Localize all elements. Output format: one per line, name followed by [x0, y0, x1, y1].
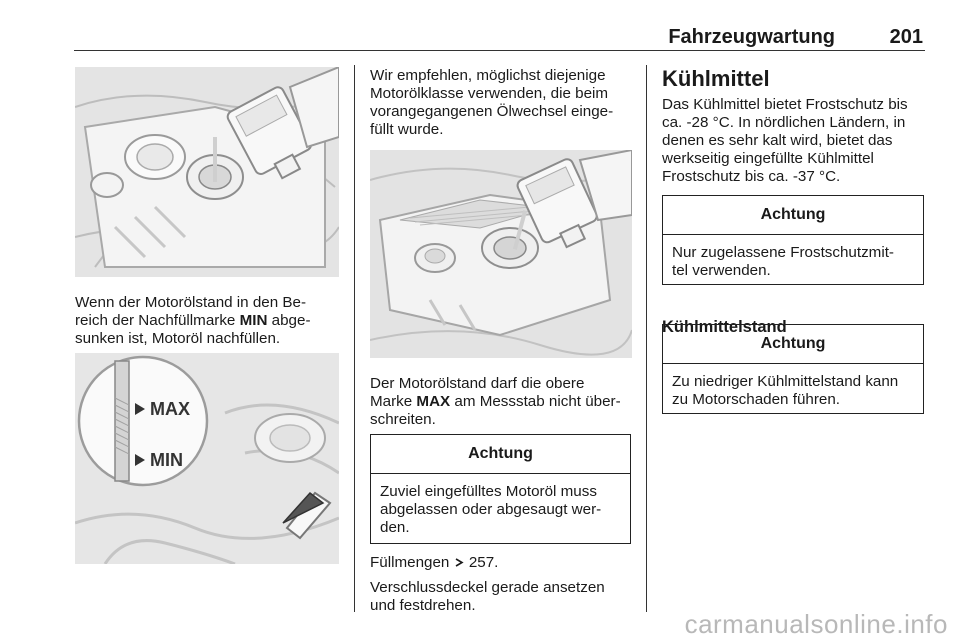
text-line: Das Kühlmittel bietet Frostschutz bis — [662, 96, 908, 113]
text-line: vorangegangenen Ölwechsel einge- — [370, 103, 614, 120]
text-line: Zu niedriger Kühlmittelstand kann — [672, 373, 899, 390]
oil-class-paragraph — [370, 67, 640, 139]
engine-oil-fill-drawing-2 — [370, 150, 632, 358]
text-line: Wir empfehlen, möglichst diejenige — [370, 67, 606, 84]
text-line: den. — [380, 519, 410, 536]
page-reference-link[interactable]: 257. — [464, 554, 499, 571]
text-line: zu Motorschaden führen. — [672, 391, 841, 408]
watermark-text: carmanualsonline.info — [684, 609, 948, 639]
fill-quantity-paragraph — [370, 554, 640, 572]
cap-instruction-paragraph — [370, 579, 640, 615]
text-line: ca. -28 °C. In nördlichen Ländern, in — [662, 114, 906, 131]
text-line: abge- — [267, 312, 311, 329]
dipstick-drawing — [75, 353, 339, 564]
text-line: werkseitig eingefüllte Kühlmittel — [662, 150, 874, 167]
text-line: füllt wurde. — [370, 121, 444, 138]
text-line: Zuviel eingefülltes Motoröl muss — [380, 483, 597, 500]
antifreeze-warning-box — [662, 195, 924, 285]
text-line: reich der Nachfüllmarke — [75, 312, 240, 329]
text-line: abgelassen oder abgesaugt wer- — [380, 501, 602, 518]
dipstick-max-label: MAX — [150, 399, 190, 419]
coolant-heading: Kühlmittel — [662, 66, 770, 91]
page-header — [74, 20, 925, 51]
text-line: Nur zugelassene Frostschutzmit- — [672, 244, 894, 261]
text-line: Wenn der Motorölstand in den Be- — [75, 294, 307, 311]
reference-arrow-icon — [454, 557, 465, 568]
text-line: am Messstab nicht über- — [450, 393, 621, 410]
engine-oil-fill-illustration-2 — [370, 150, 632, 358]
min-mark-label: MIN — [239, 312, 268, 329]
max-level-paragraph — [370, 375, 640, 429]
page-number: 201 — [889, 26, 923, 48]
low-coolant-warning-box — [662, 324, 924, 414]
text-line: denen es sehr kalt wird, bietet das — [662, 132, 893, 149]
coolant-intro-paragraph — [662, 96, 932, 186]
text-line: Marke — [370, 393, 417, 410]
warning-text — [663, 235, 923, 288]
text-line: Der Motorölstand darf die obere — [370, 375, 585, 392]
text-line: Motorölklasse verwenden, die beim — [370, 85, 609, 102]
text-line: Verschlussdeckel gerade ansetzen — [370, 579, 605, 596]
min-level-paragraph — [75, 294, 345, 348]
text-line: sunken ist, Motoröl nachfüllen. — [75, 330, 281, 347]
warning-text — [371, 474, 630, 545]
coolant-level-subheading: Kühlmittelstand — [662, 318, 787, 336]
text-line: Frostschutz bis ca. -37 °C. — [662, 168, 841, 185]
text-line: Füllmengen — [370, 554, 450, 571]
warning-text — [663, 364, 923, 417]
engine-oil-fill-illustration — [75, 67, 339, 277]
warning-title: Achtung — [663, 196, 923, 235]
oil-overfill-warning-box — [370, 434, 631, 544]
column-divider-1 — [354, 65, 355, 612]
dipstick-min-label: MIN — [150, 450, 183, 470]
dipstick-illustration — [75, 353, 339, 564]
max-mark-label: MAX — [416, 393, 451, 410]
engine-oil-fill-drawing — [75, 67, 339, 277]
warning-title: Achtung — [663, 325, 923, 364]
warning-title: Achtung — [371, 435, 630, 474]
column-divider-2 — [646, 65, 647, 612]
text-line: tel verwenden. — [672, 262, 771, 279]
text-line: und festdrehen. — [370, 597, 476, 614]
text-line: schreiten. — [370, 411, 436, 428]
section-title: Fahrzeugwartung — [668, 26, 835, 48]
